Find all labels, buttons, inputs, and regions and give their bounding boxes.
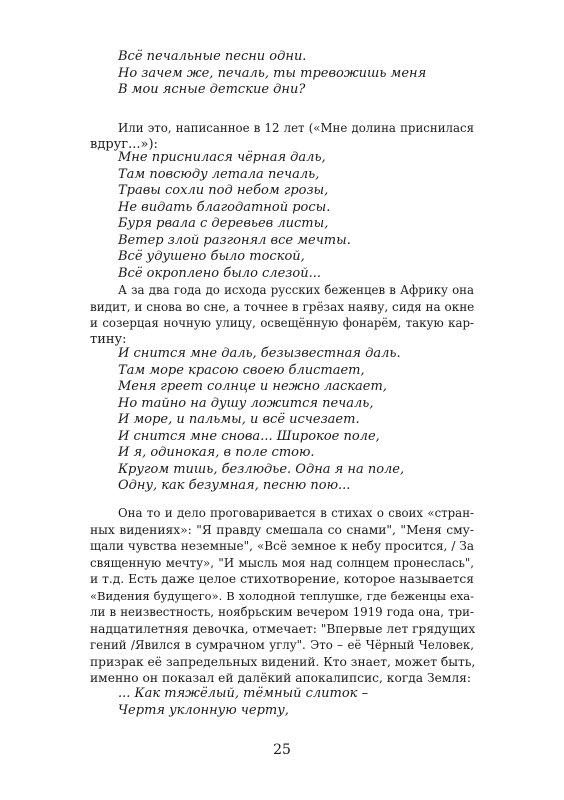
paragraph-line: надцатилетняя девочка, отмечает: "Впервые лет грядущих — [90, 621, 476, 636]
verse-line: Там повсюду летала печаль, — [118, 166, 320, 182]
paragraph-line: вдруг...»): — [90, 136, 158, 152]
verse-line: Чертя уклонную черту, — [118, 702, 289, 718]
page-number: 25 — [273, 742, 291, 758]
verse-stanza-1 — [90, 49, 474, 99]
paragraph-line: именно он показал ей далёкий апокалипсис, когда Земля: — [90, 671, 472, 685]
verse-line: Меня греет солнце и нежно ласкает, — [118, 379, 387, 394]
paragraph-line: и созерцая ночную улицу, освещённую фонарём, такую кар- — [90, 316, 474, 330]
verse-line: Ветер злой разгонял все мечты. — [118, 232, 351, 248]
verse-line: Но тайно на душу ложится печаль, — [118, 395, 374, 411]
paragraph-line: «Видения будущего». В холодной теплушке, где беженцы еха- — [90, 588, 474, 603]
paragraph-line: ных видениях»: "Я правду смешала со снами", "Меня сму- — [90, 522, 474, 537]
verse-line: И снится мне даль, безызвестная даль. — [118, 346, 401, 361]
paragraph-1 — [90, 120, 474, 153]
verse-line: И я, одинокая, в поле стою. — [118, 445, 315, 460]
verse-line: В мои ясные детские дни? — [118, 82, 306, 97]
verse-line: Мне приснилася чёрная даль, — [118, 150, 326, 165]
verse-line: Там море красою своею блистает, — [118, 362, 365, 378]
paragraph-line: Или это, написанное в 12 лет («Мне долина приснилася — [118, 121, 474, 135]
paragraph-line: и т.д. Есть даже целое стихотворение, которое называется — [90, 572, 474, 586]
verse-line: Всё окроплено было слезой... — [118, 265, 321, 281]
paragraph-line: священную мечту», "И мысль моя над солнцем пронеслась", — [90, 555, 474, 570]
verse-line: Кругом тишь, безлюдье. Одна я на поле, — [118, 461, 405, 477]
paragraph-line: тину: — [90, 331, 127, 347]
verse-line: И море, и пальмы, и всё исчезает. — [118, 412, 360, 427]
verse-stanza-4 — [90, 686, 474, 719]
verse-line: Травы сохли под небом грозы, — [118, 183, 329, 198]
verse-stanza-3 — [90, 346, 474, 495]
verse-line: Всё печальные песни одни. — [118, 49, 307, 64]
paragraph-line: видит, и снова во сне, а точнее в грёзах наяву, сидя на окне — [90, 299, 475, 314]
verse-line: Всё удушено было тоской, — [118, 249, 305, 264]
paragraph-line: гений /Явился в сумрачном углу". Это – её Чёрный Человек, — [90, 638, 474, 652]
verse-line: Но зачем же, печаль, ты тревожишь меня — [118, 65, 427, 81]
paragraph-line: ли в неизвестность, ноябрьским вечером 1919 года она, три- — [90, 605, 474, 619]
verse-line: Буря рвала с деревьев листы, — [118, 216, 329, 231]
paragraph-2 — [90, 282, 474, 348]
verse-line: Не видать благодатной росы. — [118, 199, 331, 215]
paragraph-3 — [90, 505, 474, 687]
paragraph-line: Она то и дело проговаривается в стихах о своих «стран- — [118, 506, 474, 520]
paragraph-line: А за два года до исхода русских беженцев в Африку она — [118, 283, 474, 297]
verse-line: Одну, как безумная, песню пою... — [118, 478, 351, 493]
verse-line: ... Как тяжёлый, тёмный слиток – — [118, 686, 369, 701]
verse-stanza-2 — [90, 150, 474, 282]
verse-line: И снится мне снова... Широкое поле, — [118, 428, 380, 444]
paragraph-line: призрак её запредельных видений. Кто знает, может быть, — [90, 654, 476, 669]
paragraph-line: щали чувства неземные", «Всё земное к небу просится, / За — [90, 539, 474, 553]
